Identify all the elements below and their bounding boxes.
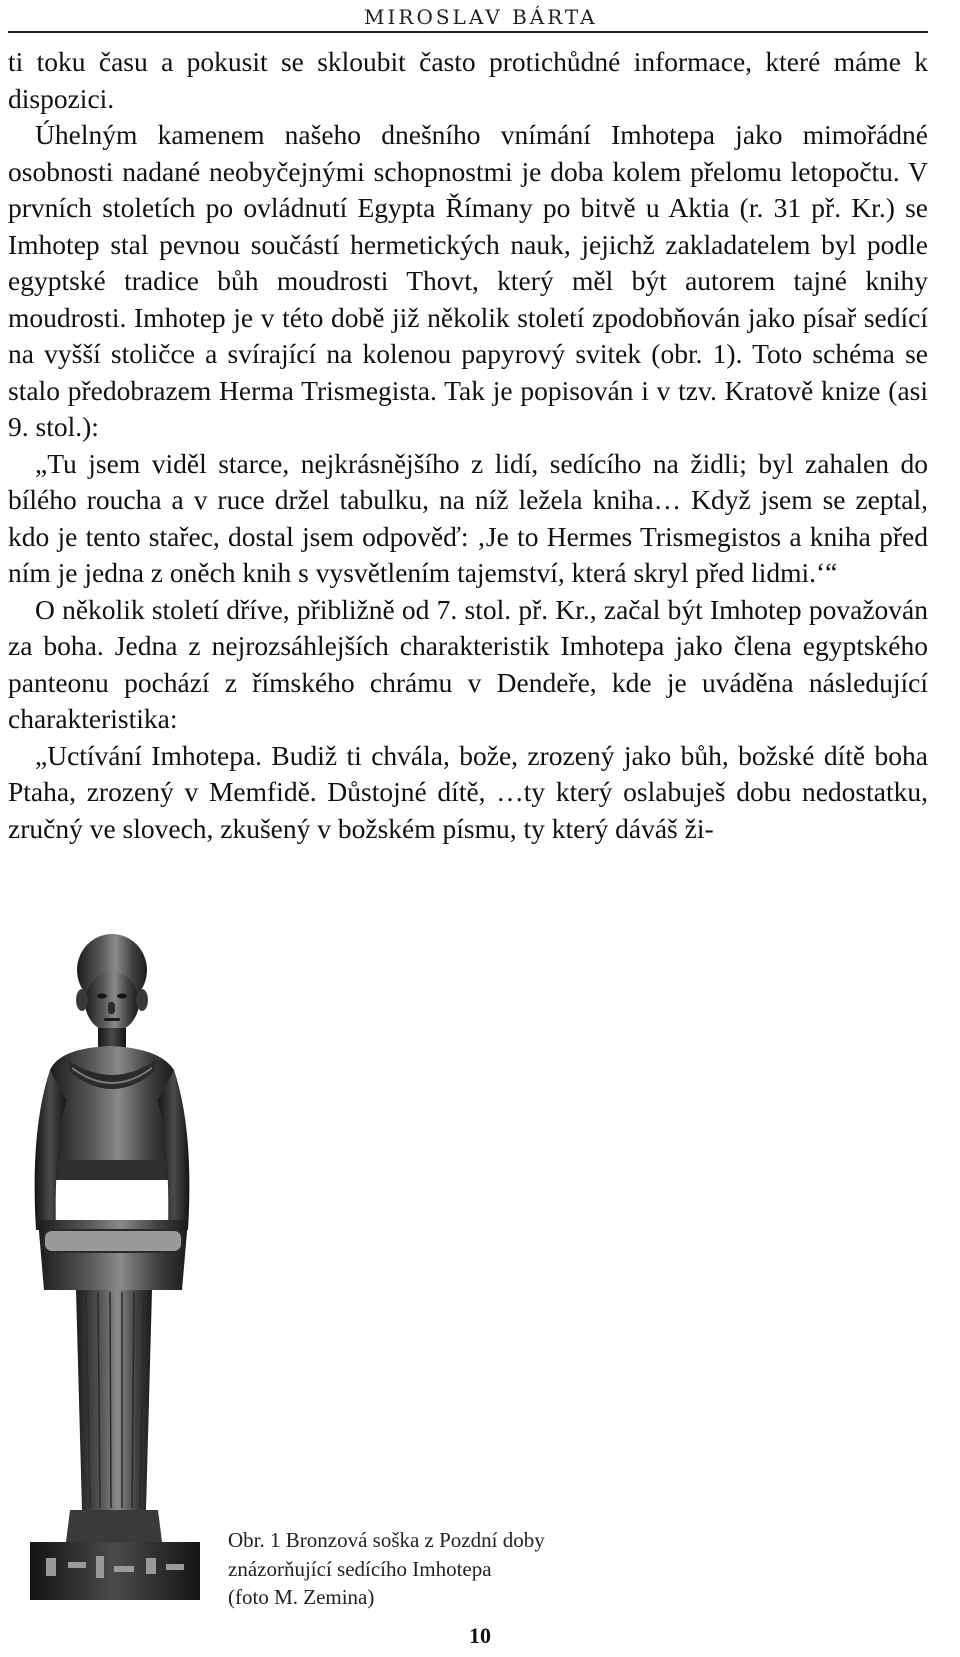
caption-line: (foto M. Zemina): [228, 1585, 375, 1609]
paragraph: ti toku času a pokusit se skloubit často protichůdné informace, které máme k dispozici.: [8, 46, 928, 114]
caption-line: Obr. 1 Bronzová soška z Pozdní doby: [228, 1528, 545, 1552]
paragraph: Úhelným kamenem našeho dnešního vnímání Imhotepa jako mimořádné osobnosti nadané neobyčejnými schopnostmi je doba kolem přelomu letopočtu. V prvních stoletích po ovládnutí Egypta Římany po bitvě u Aktia (r. 31 př. Kr.) se Imhotep stal pevnou součástí hermetických nauk, jejichž zakladatelem byl podle egyptské tradice bůh moudrosti Thovt, který měl být autorem tajné knihy moudrosti. Imhotep je v této době již několik století zpodobňován jako písař sedící na vyšší stoličce a svírající na kolenou papyrový svitek (obr. 1). Toto schéma se stalo předobrazem Herma Trismegista. Tak je popisován i v tzv. Kratově knize (asi 9. stol.):: [8, 119, 928, 442]
quote-paragraph: „Uctívání Imhotepa. Budiž ti chvála, bože, zrozený jako bůh, božské dítě boha Ptaha, zrozený v Memfidě. Důstojné dítě, …ty který oslabuješ dobu nedostatku, zručný ve slovech, zkušený v božském písmu, ty který dáváš ži-: [8, 739, 928, 844]
caption-line: znázorňující sedícího Imhotepa: [228, 1556, 492, 1581]
paragraph: O několik století dříve, přibližně od 7. stol. př. Kr., začal být Imhotep považován za boha. Jedna z nejrozsáhlejších charakteristik Imhotepa jako člena egyptského panteonu pochází z římského chrámu v Dendeře, kde je uváděna následující charakteristika:: [8, 593, 928, 734]
page-number: 10: [469, 1623, 491, 1648]
figure-statue-photo: [10, 930, 220, 1606]
header-author: MIROSLAV BÁRTA: [364, 5, 598, 29]
header-rule: [8, 31, 928, 33]
quote-paragraph: „Tu jsem viděl starce, nejkrásnějšího z lidí, sedícího na židli; byl zahalen do bílého roucha a v ruce držel tabulku, na níž ležela kniha… Když jsem se zeptal, kdo je tento stařec, dostal jsem odpověď: ‚Je to Hermes Trismegistos a kniha před ním je jedna z oněch knih s vysvětlením tajemství, která skryl před lidmi.‘“: [8, 447, 928, 588]
running-header: [0, 0, 960, 34]
figure-caption: [228, 1526, 648, 1612]
body-text: [8, 44, 928, 847]
